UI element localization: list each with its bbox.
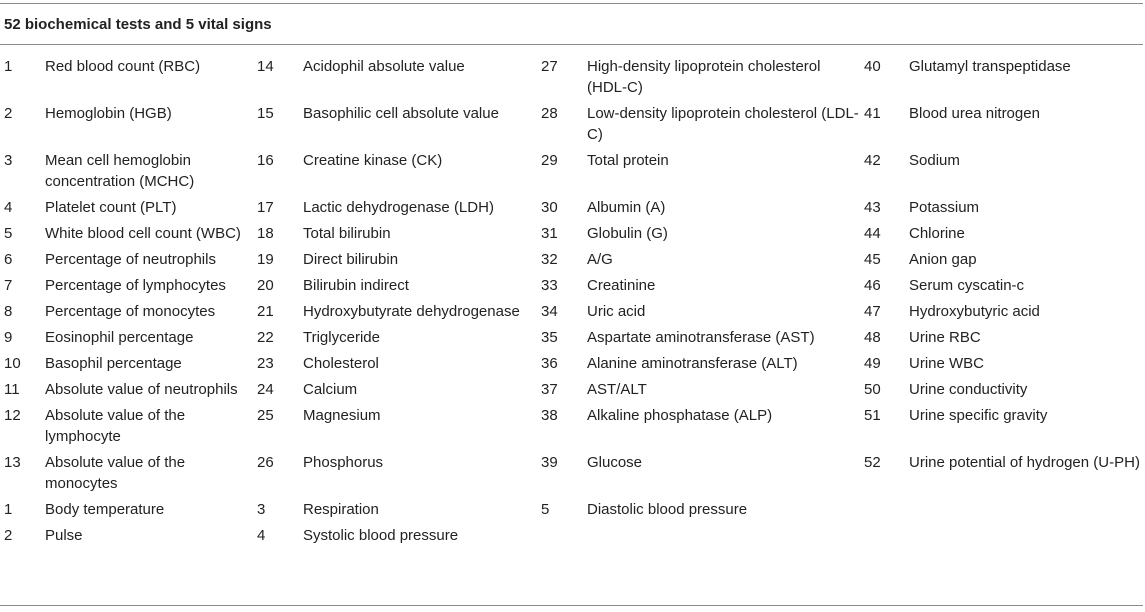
item-label: Serum cyscatin-c bbox=[909, 277, 1025, 294]
item-number: 23 bbox=[257, 355, 274, 372]
item-number: 31 bbox=[541, 225, 558, 242]
item-number: 12 bbox=[4, 407, 21, 424]
item-label: Creatine kinase (CK) bbox=[303, 152, 443, 169]
item-number: 10 bbox=[4, 355, 21, 372]
item-label: Systolic blood pressure bbox=[303, 527, 459, 544]
item-number: 43 bbox=[864, 199, 881, 216]
item-label: Calcium bbox=[303, 381, 358, 398]
item-label: Acidophil absolute value bbox=[303, 58, 465, 75]
item-label: Urine WBC bbox=[909, 355, 985, 372]
item-number: 16 bbox=[257, 152, 274, 169]
item-label: Body temperature bbox=[45, 501, 165, 518]
item-number: 26 bbox=[257, 454, 274, 471]
item-label: Lactic dehydrogenase (LDH) bbox=[303, 199, 494, 216]
item-number: 15 bbox=[257, 105, 274, 122]
table-row bbox=[0, 197, 1145, 223]
table-title: 52 biochemical tests and 5 vital signs bbox=[4, 16, 272, 33]
item-label: Percentage of monocytes bbox=[45, 303, 216, 320]
item-number: 1 bbox=[4, 501, 13, 518]
item-label: Alanine aminotransferase (ALT) bbox=[587, 355, 798, 372]
item-number: 42 bbox=[864, 152, 881, 169]
item-label: Red blood count (RBC) bbox=[45, 58, 201, 75]
item-number: 36 bbox=[541, 355, 558, 372]
header-rule bbox=[0, 44, 1143, 45]
item-label: Magnesium bbox=[303, 407, 381, 424]
item-label: Albumin (A) bbox=[587, 199, 666, 216]
item-number: 9 bbox=[4, 329, 13, 346]
item-label: Absolute value of the lymphocyte bbox=[45, 407, 186, 445]
item-number: 4 bbox=[4, 199, 13, 216]
table-row bbox=[0, 301, 1145, 327]
item-number: 24 bbox=[257, 381, 274, 398]
table-row bbox=[0, 150, 1145, 197]
item-number: 3 bbox=[4, 152, 13, 169]
item-label: Hydroxybutyrate dehydrogenase bbox=[303, 303, 520, 320]
item-number: 17 bbox=[257, 199, 274, 216]
item-number: 11 bbox=[4, 381, 20, 398]
item-label: Uric acid bbox=[587, 303, 646, 320]
table-row bbox=[0, 275, 1145, 301]
item-number: 44 bbox=[864, 225, 881, 242]
item-number: 28 bbox=[541, 105, 558, 122]
item-label: Glutamyl transpeptidase bbox=[909, 58, 1071, 75]
table-row bbox=[0, 56, 1145, 103]
table-row bbox=[0, 103, 1145, 150]
item-label: Hemoglobin (HGB) bbox=[45, 105, 172, 122]
item-number: 52 bbox=[864, 454, 881, 471]
item-label: Absolute value of neutrophils bbox=[45, 381, 238, 398]
item-label: Potassium bbox=[909, 199, 980, 216]
table-row bbox=[0, 327, 1145, 353]
item-label: Platelet count (PLT) bbox=[45, 199, 177, 216]
item-label: A/G bbox=[587, 251, 613, 268]
item-label: Basophilic cell absolute value bbox=[303, 105, 499, 122]
item-label: Respiration bbox=[303, 501, 379, 518]
item-number: 30 bbox=[541, 199, 558, 216]
item-number: 32 bbox=[541, 251, 558, 268]
item-label: Creatinine bbox=[587, 277, 656, 294]
item-number: 48 bbox=[864, 329, 881, 346]
table-row bbox=[0, 249, 1145, 275]
item-label: Sodium bbox=[909, 152, 960, 169]
item-number: 3 bbox=[257, 501, 266, 518]
top-rule bbox=[0, 3, 1143, 4]
item-label: Glucose bbox=[587, 454, 643, 471]
item-label: Hydroxybutyric acid bbox=[909, 303, 1040, 320]
item-label bbox=[909, 525, 1145, 551]
item-label: Total protein bbox=[587, 152, 669, 169]
item-label: Total bilirubin bbox=[303, 225, 391, 242]
item-number: 50 bbox=[864, 381, 881, 398]
item-label: Urine specific gravity bbox=[909, 407, 1048, 424]
item-number: 45 bbox=[864, 251, 881, 268]
item-number: 41 bbox=[864, 105, 881, 122]
item-number: 2 bbox=[4, 527, 13, 544]
item-number: 38 bbox=[541, 407, 558, 424]
item-number: 18 bbox=[257, 225, 274, 242]
item-number: 8 bbox=[4, 303, 13, 320]
item-label bbox=[587, 525, 864, 551]
item-label: Eosinophil percentage bbox=[45, 329, 194, 346]
item-number: 49 bbox=[864, 355, 881, 372]
item-label: Alkaline phosphatase (ALP) bbox=[587, 407, 773, 424]
item-number: 4 bbox=[257, 527, 266, 544]
table-row bbox=[0, 405, 1145, 452]
item-label: Urine potential of hydrogen (U-PH) bbox=[909, 454, 1140, 471]
item-label: Mean cell hemoglobin concentration (MCHC) bbox=[45, 152, 195, 190]
item-number: 13 bbox=[4, 454, 21, 471]
item-number: 19 bbox=[257, 251, 274, 268]
item-label bbox=[909, 499, 1145, 525]
item-label: Cholesterol bbox=[303, 355, 379, 372]
item-number bbox=[541, 525, 587, 551]
item-number: 5 bbox=[541, 501, 550, 518]
item-number: 21 bbox=[257, 303, 274, 320]
item-label: Low-density lipoprotein cholesterol (LDL-C) bbox=[587, 105, 859, 143]
item-label: Anion gap bbox=[909, 251, 977, 268]
table-row bbox=[0, 499, 1145, 525]
item-number: 40 bbox=[864, 58, 881, 75]
item-label: Percentage of lymphocytes bbox=[45, 277, 226, 294]
table-row bbox=[0, 525, 1145, 551]
item-number: 29 bbox=[541, 152, 558, 169]
item-number: 34 bbox=[541, 303, 558, 320]
item-number: 27 bbox=[541, 58, 558, 75]
bottom-rule bbox=[0, 605, 1143, 606]
item-number: 5 bbox=[4, 225, 13, 242]
item-number: 22 bbox=[257, 329, 274, 346]
item-label: Aspartate aminotransferase (AST) bbox=[587, 329, 815, 346]
item-number: 33 bbox=[541, 277, 558, 294]
item-number: 51 bbox=[864, 407, 881, 424]
item-label: Urine RBC bbox=[909, 329, 981, 346]
item-label: Blood urea nitrogen bbox=[909, 105, 1040, 122]
item-number: 39 bbox=[541, 454, 558, 471]
item-label: Pulse bbox=[45, 527, 83, 544]
item-number: 37 bbox=[541, 381, 558, 398]
item-label: Urine conductivity bbox=[909, 381, 1028, 398]
item-label: Bilirubin indirect bbox=[303, 277, 409, 294]
item-number: 2 bbox=[4, 105, 13, 122]
item-number: 1 bbox=[4, 58, 13, 75]
item-label: Basophil percentage bbox=[45, 355, 182, 372]
item-label: Diastolic blood pressure bbox=[587, 501, 748, 518]
item-number bbox=[864, 499, 909, 525]
item-label: White blood cell count (WBC) bbox=[45, 225, 241, 242]
table-row bbox=[0, 379, 1145, 405]
item-number: 46 bbox=[864, 277, 881, 294]
item-number: 47 bbox=[864, 303, 881, 320]
table-row bbox=[0, 223, 1145, 249]
item-label: Globulin (G) bbox=[587, 225, 668, 242]
table-row bbox=[0, 353, 1145, 379]
item-label: Percentage of neutrophils bbox=[45, 251, 216, 268]
item-label: Triglyceride bbox=[303, 329, 380, 346]
item-number: 20 bbox=[257, 277, 274, 294]
item-label: Chlorine bbox=[909, 225, 965, 242]
item-number: 25 bbox=[257, 407, 274, 424]
table-row bbox=[0, 452, 1145, 499]
item-label: Direct bilirubin bbox=[303, 251, 399, 268]
item-number: 35 bbox=[541, 329, 558, 346]
item-label: AST/ALT bbox=[587, 381, 647, 398]
item-number bbox=[864, 525, 909, 551]
item-number: 14 bbox=[257, 58, 274, 75]
item-label: Phosphorus bbox=[303, 454, 384, 471]
item-number: 7 bbox=[4, 277, 13, 294]
item-label: High-density lipoprotein cholesterol (HDL-C) bbox=[587, 58, 821, 96]
item-number: 6 bbox=[4, 251, 13, 268]
item-label: Absolute value of the monocytes bbox=[45, 454, 186, 492]
tests-grid bbox=[0, 56, 1145, 551]
